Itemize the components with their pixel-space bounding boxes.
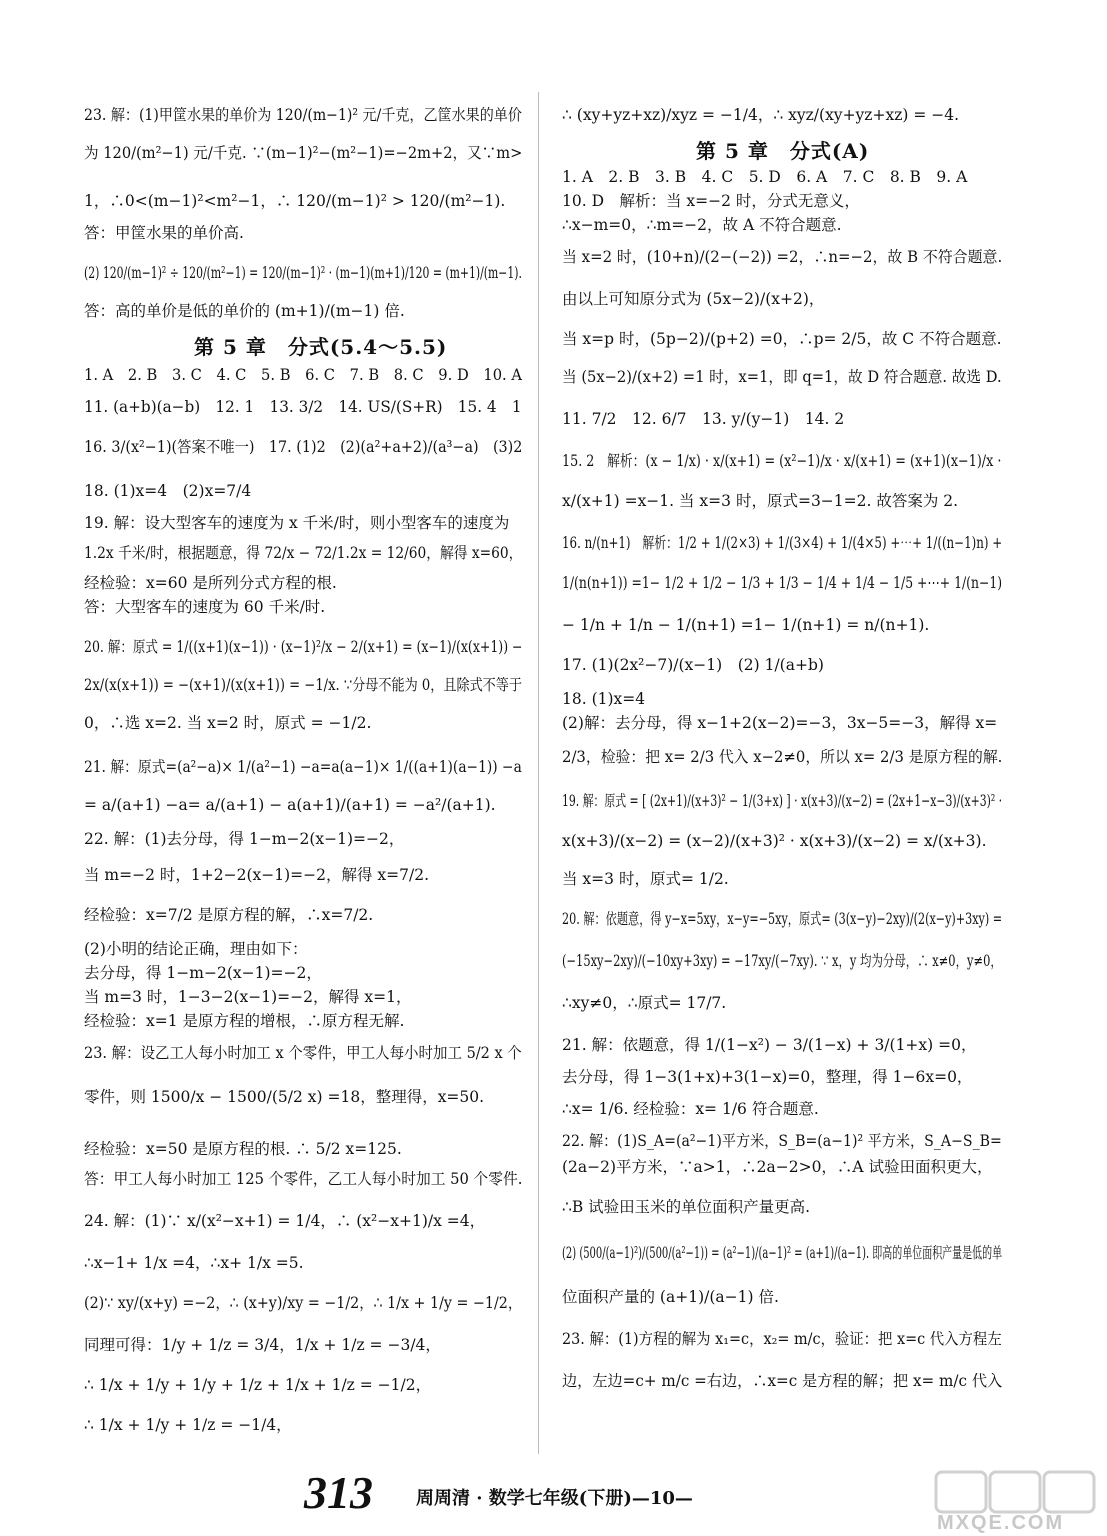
text-line: 22. 解：(1)S_A=(a²−1)平方米，S_B=(a−1)² 平方米，S_A−S_B=	[562, 1132, 1002, 1150]
text-line: (2)解：去分母，得 x−1+2(x−2)=−3，3x−5=−3，解得 x=	[562, 714, 998, 732]
answer-line: 1. A 2. B 3. B 4. C 5. D 6. A 7. C 8. B 9. A	[562, 168, 968, 186]
text-line: (2) (500/(a−1)²)/(500/(a²−1)) = (a²−1)/(a−1)² = (a+1)/(a−1). 即高的单位面积产量是低的单	[562, 1244, 1003, 1262]
text-line: 当 m=−2 时，1+2−2(x−1)=−2，解得 x=7/2.	[84, 866, 429, 884]
text-line: ∴B 试验田玉米的单位面积产量更高.	[562, 1198, 811, 1216]
text-line: 23. 解：(1)方程的解为 x₁=c，x₂= m/c，验证：把 x=c 代入方程左	[562, 1330, 1002, 1348]
answer-line: 18. (1)x=4 (2)x=7/4	[84, 482, 252, 500]
text-line: 当 x=p 时，(5p−2)/(p+2) =0，∴p= 2/5，故 C 不符合题意.	[562, 330, 1002, 348]
column-divider	[538, 92, 539, 1454]
text-line: (2)小明的结论正确，理由如下：	[84, 940, 308, 958]
answer-line: 18. (1)x=4	[562, 690, 646, 708]
text-line: (2)∵ xy/(x+y) =−2，∴ (x+y)/xy = −1/2，∴ 1/x + 1/y = −1/2，	[84, 1294, 523, 1312]
text-line: 22. 解：(1)去分母，得 1−m−2(x−1)=−2，	[84, 830, 405, 848]
text-line: 15. 2 解析：(x − 1/x) · x/(x+1) = (x²−1)/x · x/(x+1) = (x+1)(x−1)/x ·	[562, 452, 1002, 470]
text-line: 10. D 解析：当 x=−2 时，分式无意义，	[562, 192, 860, 210]
text-line: 为 120/(m²−1) 元/千克. ∵(m−1)²−(m²−1)=−2m+2，又∵m>	[84, 144, 523, 162]
text-line: ∴x= 1/6. 经检验：x= 1/6 符合题意.	[562, 1100, 819, 1118]
text-line: ∴ (xy+yz+xz)/xyz = −1/4，∴ xyz/(xy+yz+xz) = −4.	[562, 106, 960, 124]
text-line: 零件，则 1500/x − 1500/(5/2 x) =18，整理得，x=50.	[84, 1088, 485, 1106]
text-line: 2x/(x(x+1)) = −(x+1)/(x(x+1)) = −1/x. ∵分母不能为 0，且除式不等于	[84, 676, 523, 694]
text-line: ∴x−m=0，∴m=−2，故 A 不符合题意.	[562, 216, 842, 234]
page-number: —10—	[631, 1488, 693, 1509]
text-line: 1，∴0<(m−1)²<m²−1，∴ 120/(m−1)² > 120/(m²−1).	[84, 192, 506, 210]
text-line: 2/3，检验：把 x= 2/3 代入 x−2≠0，所以 x= 2/3 是原方程的解.	[562, 748, 1003, 766]
answer-line: 16. 3/(x²−1)(答案不唯一) 17. (1)2 (2)(a²+a+2)/(a³−a) (3)2	[84, 438, 523, 456]
text-line: = a/(a+1) −a= a/(a+1) − a(a+1)/(a+1) = −a²/(a+1).	[84, 796, 496, 814]
text-line: 21. 解：原式=(a²−a)× 1/(a²−1) −a=a(a−1)× 1/((a+1)(a−1)) −a	[84, 758, 522, 776]
answer-line: 17. (1)(2x²−7)/(x−1) (2) 1/(a+b)	[562, 656, 824, 674]
text-line: (−15xy−2xy)/(−10xy+3xy) = −17xy/(−7xy). ∵ x，y 均为分母，∴ x≠0，y≠0，	[562, 952, 1002, 970]
text-line: 当 x=2 时，(10+n)/(2−(−2)) =2，∴n=−2，故 B 不符合题意.	[562, 248, 1003, 266]
text-line: ∴ 1/x + 1/y + 1/z = −1/4，	[84, 1416, 292, 1434]
text-line: 23. 解：(1)甲筐水果的单价为 120/(m−1)² 元/千克，乙筐水果的单价	[84, 106, 522, 124]
text-line: 边，左边=c+ m/c =右边，∴x=c 是方程的解；把 x= m/c 代入	[562, 1372, 1003, 1390]
watermark-text: MXQE.COM	[937, 1512, 1065, 1534]
text-line: (2a−2)平方米，∵a>1，∴2a−2>0，∴A 试验田面积更大，	[562, 1158, 993, 1176]
text-line: 答：甲筐水果的单价高.	[84, 224, 244, 242]
text-line: 1/(n(n+1)) =1− 1/2 + 1/2 − 1/3 + 1/3 − 1/4 + 1/4 − 1/5 +⋯+ 1/(n−1)	[562, 574, 1003, 592]
text-line: ∴ 1/x + 1/y + 1/y + 1/z + 1/x + 1/z = −1/2，	[84, 1376, 432, 1394]
text-line: 19. 解：设大型客车的速度为 x 千米/时，则小型客车的速度为	[84, 514, 510, 532]
answer-line: 11. 7/2 12. 6/7 13. y/(y−1) 14. 2	[562, 410, 845, 428]
text-line: 由以上可知原分式为 (5x−2)/(x+2)，	[562, 290, 825, 308]
text-line: ∴xy≠0，∴原式= 17/7.	[562, 994, 727, 1012]
text-line: 去分母，得 1−3(1+x)+3(1−x)=0，整理，得 1−6x=0，	[562, 1068, 973, 1086]
text-line: 当 m=3 时，1−3−2(x−1)=−2，解得 x=1，	[84, 988, 412, 1006]
text-line: 1.2x 千米/时，根据题意，得 72/x − 72/1.2x = 12/60，解得 x=60，	[84, 544, 523, 562]
brand-logo-icon	[300, 1466, 410, 1516]
text-line: 当 (5x−2)/(x+2) =1 时，x=1，即 q=1，故 D 符合题意. 故选 D.	[562, 368, 1002, 386]
text-line: 答：大型客车的速度为 60 千米/时.	[84, 598, 326, 616]
text-line: 同理可得：1/y + 1/z = 3/4，1/x + 1/z = −3/4，	[84, 1336, 441, 1354]
text-line: 位面积产量的 (a+1)/(a−1) 倍.	[562, 1288, 779, 1306]
section-heading: 第 5 章 分式(A)	[696, 139, 870, 163]
text-line: 21. 解：依题意，得 1/(1−x²) − 3/(1−x) + 3/(1+x) =0，	[562, 1036, 977, 1054]
text-line: 经检验：x=1 是原方程的增根，∴原方程无解.	[84, 1012, 405, 1030]
text-line: 23. 解：设乙工人每小时加工 x 个零件，甲工人每小时加工 5/2 x 个	[84, 1044, 522, 1062]
text-line: 20. 解：原式 = 1/((x+1)(x−1)) · (x−1)²/x − 2/(x+1) = (x−1)/(x(x+1)) −	[84, 638, 523, 656]
text-line: 当 x=3 时，原式= 1/2.	[562, 870, 729, 888]
text-line: 经检验：x=50 是原方程的根. ∴ 5/2 x=125.	[84, 1140, 402, 1158]
text-line: 16. n/(n+1) 解析：1/2 + 1/(2×3) + 1/(3×4) + 1/(4×5) +⋯+ 1/((n−1)n) +	[562, 534, 1003, 552]
svg-text:313: 313	[304, 1467, 373, 1516]
text-line: 答：高的单价是低的单价的 (m+1)/(m−1) 倍.	[84, 302, 405, 320]
text-line: − 1/n + 1/n − 1/(n+1) =1− 1/(n+1) = n/(n+1).	[562, 616, 930, 634]
footer-book-title: 周周清 · 数学七年级(下册)	[416, 1488, 632, 1509]
text-line: 经检验：x=60 是所列分式方程的根.	[84, 574, 337, 592]
text-line: x/(x+1) =x−1. 当 x=3 时，原式=3−1=2. 故答案为 2.	[562, 492, 959, 510]
section-heading: 第 5 章 分式(5.4～5.5)	[194, 335, 448, 359]
answer-line: 1. A 2. B 3. C 4. C 5. B 6. C 7. B 8. C 9. D 10. A	[84, 366, 522, 384]
text-line: 答：甲工人每小时加工 125 个零件，乙工人每小时加工 50 个零件.	[84, 1170, 523, 1188]
text-line: ∴x−1+ 1/x =4，∴x+ 1/x =5.	[84, 1254, 304, 1272]
text-line: 去分母，得 1−m−2(x−1)=−2，	[84, 964, 322, 982]
text-line: 19. 解：原式 = [ (2x+1)/(x+3)² − 1/(3+x) ] · x(x+3)/(x−2) = (2x+1−x−3)/(x+3)² ·	[562, 792, 1003, 810]
text-line: 0，∴选 x=2. 当 x=2 时，原式 = −1/2.	[84, 714, 372, 732]
text-line: 20. 解：依题意，得 y−x=5xy，x−y=−5xy，原式= (3(x−y)−2xy)/(2(x−y)+3xy) =	[562, 910, 1003, 928]
answer-line: 11. (a+b)(a−b) 12. 1 13. 3/2 14. US/(S+R) 15. 4 1	[84, 398, 522, 416]
text-line: (2) 120/(m−1)² ÷ 120/(m²−1) = 120/(m−1)² · (m−1)(m+1)/120 = (m+1)/(m−1).	[84, 264, 522, 282]
text-line: 经检验：x=7/2 是原方程的解，∴x=7/2.	[84, 906, 374, 924]
text-line: 24. 解：(1)∵ x/(x²−x+1) = 1/4，∴ (x²−x+1)/x =4，	[84, 1212, 486, 1230]
text-line: x(x+3)/(x−2) = (x−2)/(x+3)² · x(x+3)/(x−2) = x/(x+3).	[562, 832, 987, 850]
footer-title	[416, 1484, 693, 1510]
